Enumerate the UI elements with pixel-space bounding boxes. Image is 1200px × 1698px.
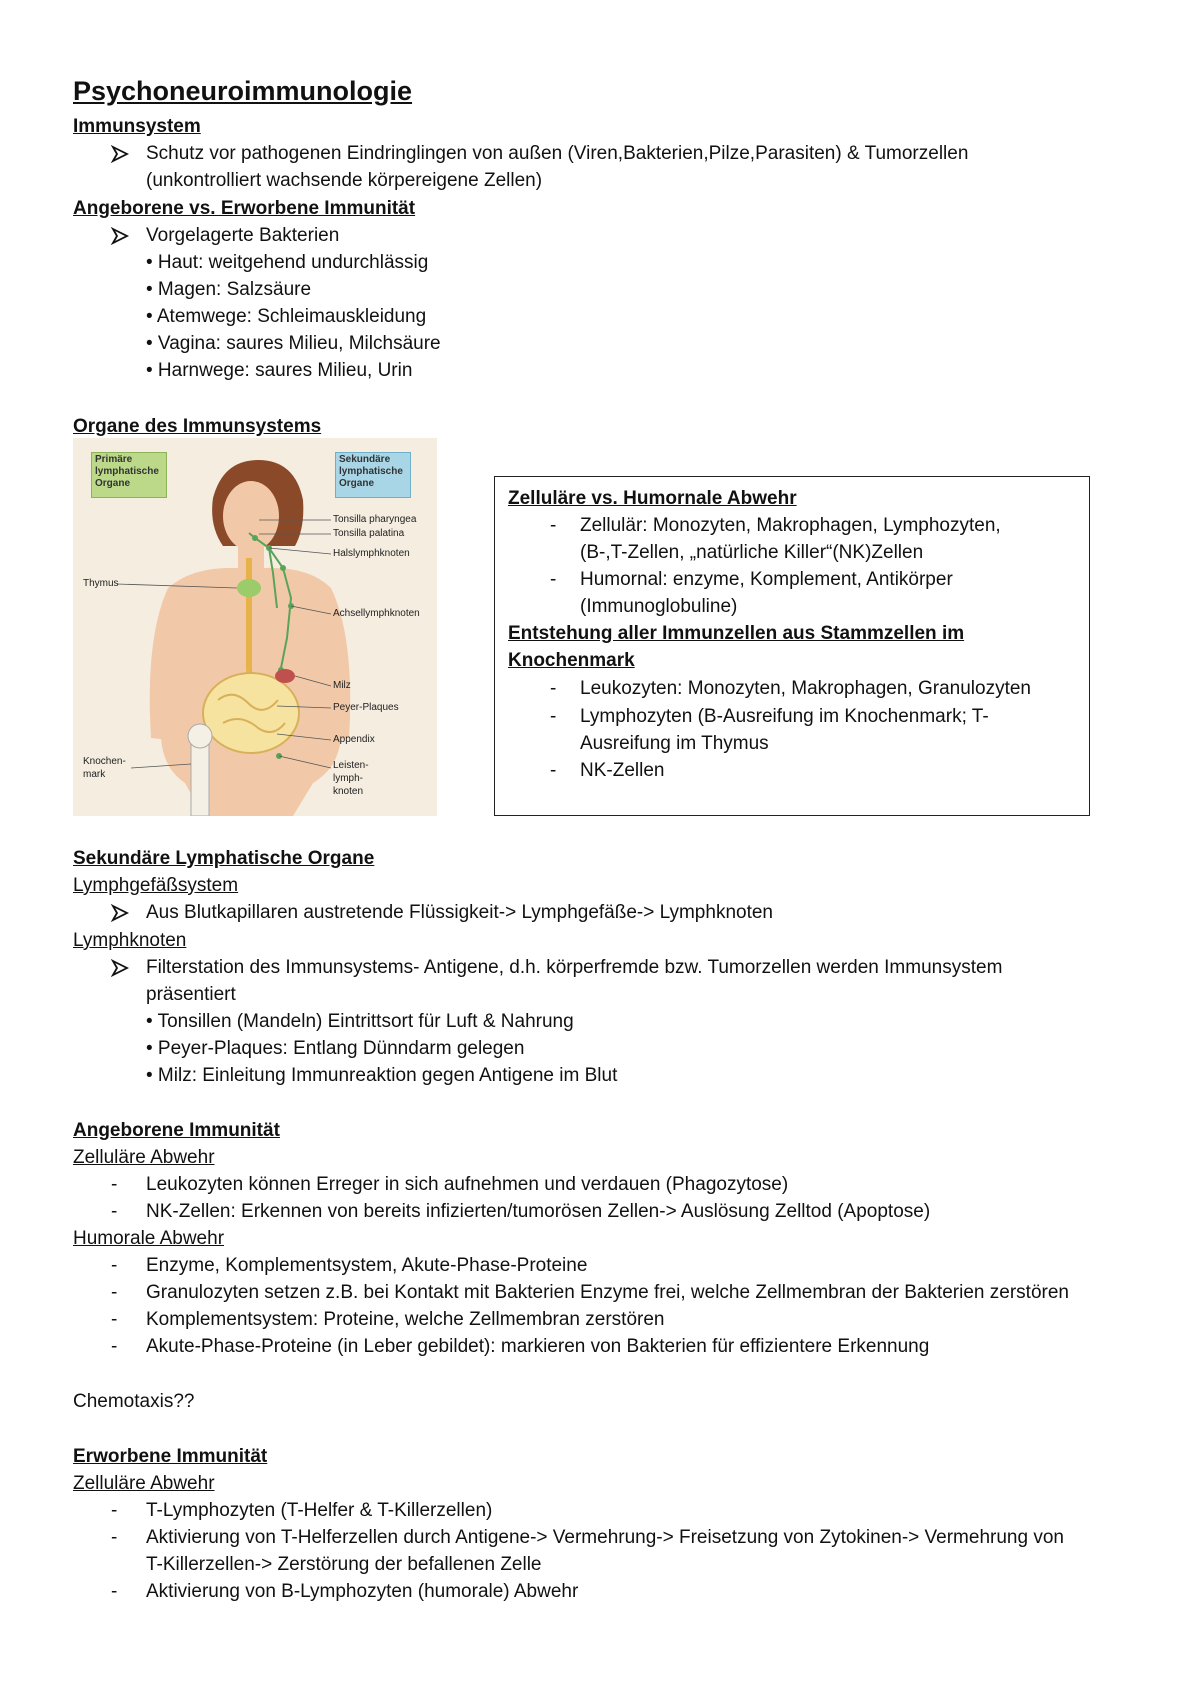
- list-item: Aus Blutkapillaren austretende Flüssigkeit-> Lymphgefäße-> Lymphknoten: [146, 902, 773, 923]
- dash-bullet: -: [111, 1174, 118, 1195]
- figure-label: Peyer-Plaques: [333, 702, 399, 713]
- section-heading-erworbene: Erworbene Immunität: [73, 1446, 268, 1467]
- figure-label: lymph-: [333, 773, 364, 784]
- box-item-continuation: (B-,T-Zellen, „natürliche Killer“(NK)Zellen: [580, 542, 924, 563]
- list-item: Vorgelagerte Bakterien: [146, 225, 340, 246]
- dash-bullet: -: [550, 678, 557, 699]
- secondary-organs-label: Sekundäre lymphatische Organe: [339, 454, 403, 489]
- section-heading-angeborene-vs-erworbene: Angeborene vs. Erworbene Immunität: [73, 198, 416, 219]
- section-heading-sekundaere-organe: Sekundäre Lymphatische Organe: [73, 848, 375, 869]
- chemotaxis-note: Chemotaxis??: [73, 1391, 195, 1412]
- figure-label: Achsellymphknoten: [333, 608, 420, 619]
- figure-label: Tonsilla pharyngea: [333, 514, 417, 525]
- lymphatic-organs-figure: [73, 438, 437, 816]
- dash-bullet: -: [111, 1527, 118, 1548]
- dash-bullet: -: [111, 1336, 118, 1357]
- dash-bullet: -: [111, 1500, 118, 1521]
- list-item-continuation: präsentiert: [146, 984, 236, 1005]
- list-item: T-Lymphozyten (T-Helfer & T-Killerzellen): [146, 1500, 493, 1521]
- subheading-zellulaere-abwehr: Zelluläre Abwehr: [73, 1147, 215, 1168]
- list-item: Enzyme, Komplementsystem, Akute-Phase-Proteine: [146, 1255, 588, 1276]
- list-item: Schutz vor pathogenen Eindringlingen von außen (Viren,Bakterien,Pilze,Parasiten) & Tumorzellen: [146, 143, 969, 164]
- bullet-item: • Magen: Salzsäure: [146, 279, 312, 300]
- box-item: Humornal: enzyme, Komplement, Antikörper: [580, 569, 953, 590]
- dash-bullet: -: [111, 1282, 118, 1303]
- arrow-bullet-icon: [111, 959, 129, 977]
- page-title: Psychoneuroimmunologie: [73, 76, 413, 106]
- figure-label: Appendix: [333, 734, 375, 745]
- figure-label: Tonsilla palatina: [333, 528, 405, 539]
- box-item: NK-Zellen: [580, 760, 665, 781]
- figure-label: Leisten-: [333, 760, 369, 771]
- subheading-lymphknoten: Lymphknoten: [73, 930, 187, 951]
- list-item: Granulozyten setzen z.B. bei Kontakt mit Bakterien Enzyme frei, welche Zellmembran der Bakterien zerstören: [146, 1282, 1069, 1303]
- dash-bullet: -: [550, 760, 557, 781]
- subheading-humorale-abwehr: Humorale Abwehr: [73, 1228, 225, 1249]
- list-item-continuation: T-Killerzellen-> Zerstörung der befallenen Zelle: [146, 1554, 542, 1575]
- dash-bullet: -: [111, 1581, 118, 1602]
- bullet-item: • Tonsillen (Mandeln) Eintrittsort für Luft & Nahrung: [146, 1011, 574, 1032]
- subheading-lymphgefaesssystem: Lymphgefäßsystem: [73, 875, 239, 896]
- subheading-zellulaere-abwehr: Zelluläre Abwehr: [73, 1473, 215, 1494]
- section-heading-angeborene: Angeborene Immunität: [73, 1120, 280, 1141]
- section-heading-immunsystem: Immunsystem: [73, 116, 201, 137]
- arrow-bullet-icon: [111, 904, 129, 922]
- dash-bullet: -: [111, 1201, 118, 1222]
- bullet-item: • Haut: weitgehend undurchlässig: [146, 252, 429, 273]
- list-item: Leukozyten können Erreger in sich aufnehmen und verdauen (Phagozytose): [146, 1174, 789, 1195]
- dash-bullet: -: [111, 1309, 118, 1330]
- list-item: Aktivierung von B-Lymphozyten (humorale) Abwehr: [146, 1581, 579, 1602]
- box-item-continuation: Ausreifung im Thymus: [580, 733, 769, 754]
- box-item: Leukozyten: Monozyten, Makrophagen, Granulozyten: [580, 678, 1031, 699]
- list-item-continuation: (unkontrolliert wachsende körpereigene Zellen): [146, 170, 543, 191]
- section-heading-organe: Organe des Immunsystems: [73, 416, 322, 437]
- figure-label: Knochen-: [83, 756, 126, 767]
- dash-bullet: -: [550, 569, 557, 590]
- box-heading: Zelluläre vs. Humornale Abwehr: [508, 488, 797, 509]
- dash-bullet: -: [550, 515, 557, 536]
- list-item: Aktivierung von T-Helferzellen durch Antigene-> Vermehrung-> Freisetzung von Zytokinen-> Vermehrung von: [146, 1527, 1064, 1548]
- figure-label: Thymus: [83, 578, 119, 589]
- bullet-item: • Milz: Einleitung Immunreaktion gegen Antigene im Blut: [146, 1065, 618, 1086]
- figure-label: Halslymphknoten: [333, 548, 410, 559]
- list-item: Komplementsystem: Proteine, welche Zellmembran zerstören: [146, 1309, 665, 1330]
- bullet-item: • Peyer-Plaques: Entlang Dünndarm gelegen: [146, 1038, 525, 1059]
- list-item: Akute-Phase-Proteine (in Leber gebildet): markieren von Bakterien für effizientere Erkennung: [146, 1336, 930, 1357]
- list-item: Filterstation des Immunsystems- Antigene, d.h. körperfremde bzw. Tumorzellen werden Immunsystem: [146, 957, 1003, 978]
- dash-bullet: -: [550, 706, 557, 727]
- box-heading: Entstehung aller Immunzellen aus Stammzellen im: [508, 623, 965, 644]
- box-item-continuation: (Immunoglobuline): [580, 596, 738, 617]
- figure-label: Milz: [333, 680, 351, 691]
- list-item: NK-Zellen: Erkennen von bereits infizierten/tumorösen Zellen-> Auslösung Zelltod (Apoptose): [146, 1201, 931, 1222]
- arrow-bullet-icon: [111, 227, 129, 245]
- primary-organs-label: Primäre lymphatische Organe: [95, 454, 159, 489]
- human-body-illustration: [73, 438, 437, 816]
- box-heading-continuation: Knochenmark: [508, 650, 635, 671]
- figure-label: mark: [83, 769, 106, 780]
- arrow-bullet-icon: [111, 145, 129, 163]
- box-item: Lymphozyten (B-Ausreifung im Knochenmark; T-: [580, 706, 989, 727]
- dash-bullet: -: [111, 1255, 118, 1276]
- bullet-item: • Atemwege: Schleimauskleidung: [146, 306, 427, 327]
- box-item: Zellulär: Monozyten, Makrophagen, Lymphozyten,: [580, 515, 1001, 536]
- bullet-item: • Vagina: saures Milieu, Milchsäure: [146, 333, 441, 354]
- figure-label: knoten: [333, 786, 364, 797]
- bullet-item: • Harnwege: saures Milieu, Urin: [146, 360, 413, 381]
